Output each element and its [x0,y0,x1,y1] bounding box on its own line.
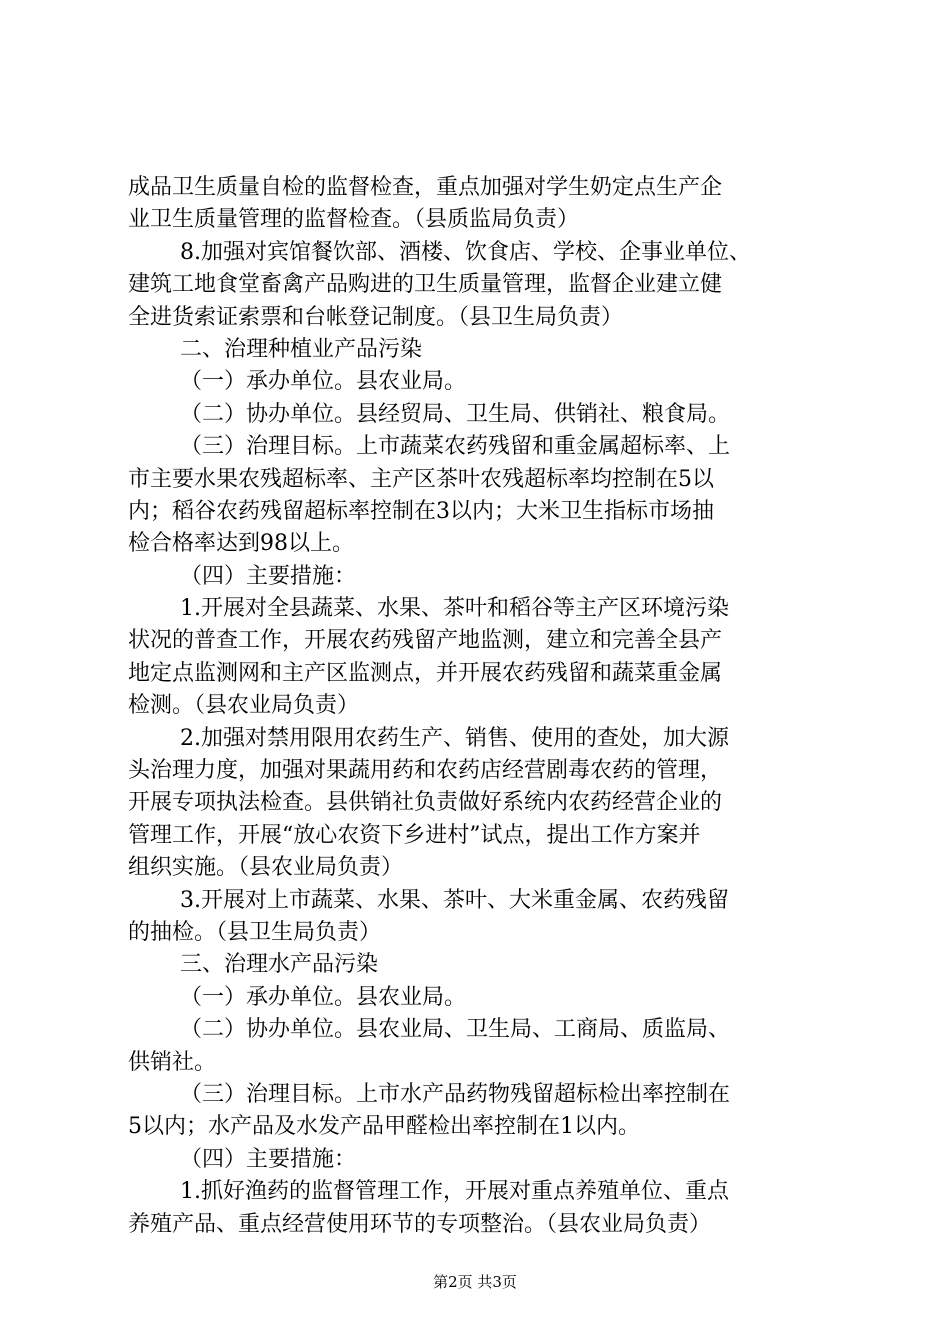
text-line: 3.开展对上市蔬菜、水果、茶叶、大米重金属、农药残留 [180,887,729,913]
text-line: 检测。（县农业局负责） [128,693,360,719]
text-line: （三）治理目标。上市水产品药物残留超标检出率控制在 [180,1081,731,1107]
text-line: 组织实施。（县农业局负责） [128,855,404,881]
text-line: 8.加强对宾馆餐饮部、酒楼、饮食店、学校、企事业单位、 [180,239,751,265]
document-body [128,172,838,1241]
text-line: 地定点监测网和主产区监测点，并开展农药残留和蔬菜重金属 [128,660,723,686]
text-line: （一）承办单位。县农业局。 [180,984,467,1010]
text-line: 2.加强对禁用限用农药生产、销售、使用的查处，加大源 [180,725,729,751]
text-line: 1.抓好渔药的监督管理工作，开展对重点养殖单位、重点 [180,1179,729,1205]
text-line: （二）协办单位。县经贸局、卫生局、供销社、粮食局。 [180,401,731,427]
text-line: 头治理力度，加强对果蔬用药和农药店经营剧毒农药的管理， [128,758,723,784]
text-line: 供销社。 [128,1049,217,1075]
text-line: 开展专项执法检查。县供销社负责做好系统内农药经营企业的 [128,790,723,816]
text-line: （四）主要措施： [180,563,357,589]
text-line: 全进货索证索票和台帐登记制度。（县卫生局负责） [128,304,624,330]
text-line: （三）治理目标。上市蔬菜农药残留和重金属超标率、上 [180,434,731,460]
text-line: （二）协办单位。县农业局、卫生局、工商局、质监局、 [180,1017,731,1043]
text-line: 管理工作，开展“放心农资下乡进村”试点，提出工作方案并 [128,822,701,848]
page-footer: 第2页 共3页 [433,1273,517,1291]
text-line: 养殖产品、重点经营使用环节的专项整治。（县农业局负责） [128,1211,712,1237]
text-line: 内；稻谷农药残留超标率控制在3以内；大米卫生指标市场抽 [128,498,714,524]
text-line: 的抽检。（县卫生局负责） [128,919,382,945]
text-line: 二、治理种植业产品污染 [180,336,423,362]
text-line: （四）主要措施： [180,1146,357,1172]
text-line: 1.开展对全县蔬菜、水果、茶叶和稻谷等主产区环境污染 [180,596,729,622]
text-line: 三、治理水产品污染 [180,952,379,978]
text-line: 业卫生质量管理的监督检查。（县质监局负责） [128,207,580,233]
text-line: 5以内；水产品及水发产品甲醛检出率控制在1以内。 [128,1114,640,1140]
text-line: 市主要水果农残超标率、主产区茶叶农残超标率均控制在5以 [128,466,714,492]
text-line: 检合格率达到98以上。 [128,531,354,557]
text-line: 成品卫生质量自检的监督检查，重点加强对学生奶定点生产企 [128,175,723,200]
text-line: （一）承办单位。县农业局。 [180,369,467,395]
text-line: 状况的普查工作，开展农药残留产地监测，建立和完善全县产 [128,628,723,654]
text-line: 建筑工地食堂畜禽产品购进的卫生质量管理，监督企业建立健 [128,272,723,298]
